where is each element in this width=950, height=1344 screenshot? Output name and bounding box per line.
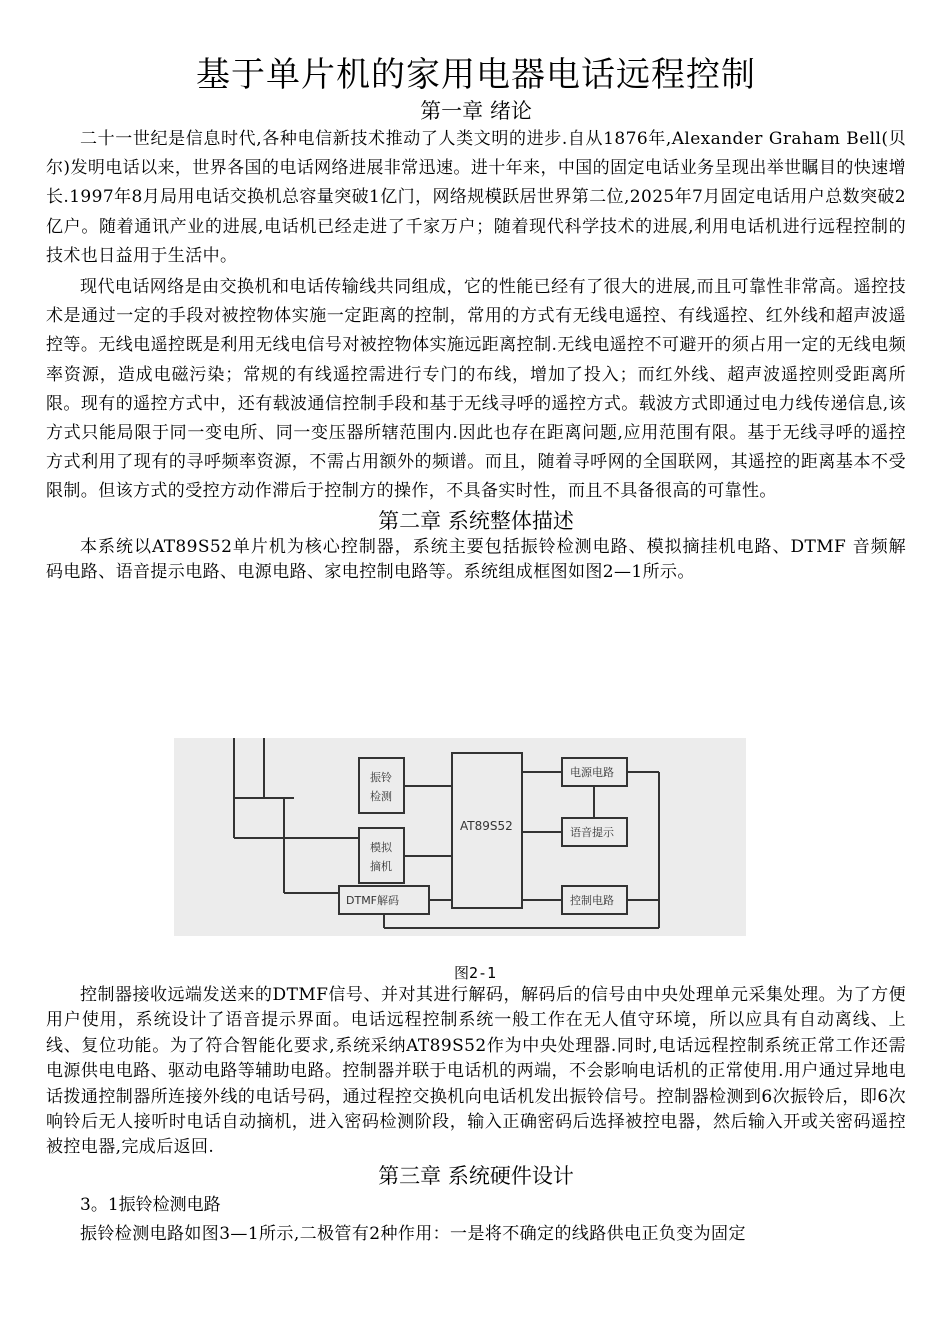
paragraph-remote-control: 现代电话网络是由交换机和电话传输线共同组成，它的性能已经有了很大的进展,而且可靠性非常高。遥控技术是通过一定的手段对被控物体实施一定距离的控制，常用的方式有无线电遥控、有线遥控、红外线和超声波遥控等。无线电遥控既是利用无线电信号对被控物体实施远距离控制.无线电遥控不可避开的须占用一定的无线电频率资源，造成电磁污染；常规的有线遥控需进行专门的布线，增加了投入；而红外线、超声波遥控则受距离所限。现有的遥控方式中，还有载波通信控制手段和基于无线寻呼的遥控方式。载波方式即通过电力线传递信息,该方式只能局限于同一变电所、同一变压器所辖范围内.因此也存在距离问题,应用范围有限。基于无线寻呼的遥控方式利用了现有的寻呼频率资源，不需占用额外的频谱。而且，随着寻呼网的全国联网，其遥控的距离基本不受限制。但该方式的受控方动作滞后于控制方的操作，不具备实时性，而且不具备很高的可靠性。: [46, 277, 906, 502]
label-dtmf: DTMF解码: [346, 894, 400, 907]
label-ring-l1: 振铃: [370, 771, 392, 784]
block-diagram-figure: [174, 738, 746, 936]
paragraph-ring-detect: 振铃检测电路如图3—1所示,二极管有2种作用：一是将不确定的线路供电正负变为固定: [80, 1223, 746, 1244]
document-page: [46, 0, 906, 585]
chapter-1-heading: 第一章 绪论: [420, 99, 532, 123]
box-ring-detect: [359, 758, 404, 813]
figure-caption: 图2-1: [453, 964, 497, 982]
document-title: 基于单片机的家用电器电话远程控制: [196, 55, 756, 95]
document-page-lower: [46, 983, 906, 1249]
chapter-2-heading: 第二章 系统整体描述: [378, 508, 574, 533]
chapter-3-heading: 第三章 系统硬件设计: [378, 1163, 574, 1188]
paragraph-controller: 控制器接收远端发送来的DTMF信号、并对其进行解码，解码后的信号由中央处理单元采集处理。为了方便用户使用，系统设计了语音提示界面。电话远程控制系统一般工作在无人值守环境，所以应具有自动离线、上线、复位功能。为了符合智能化要求,系统采纳AT89S52作为中央处理器.同时,电话远程控制系统正常工作还需电源供电电路、驱动电路等辅助电路。控制器并联于电话机的两端，不会影响电话机的正常使用.用户通过异地电话拨通控制器所连接外线的电话号码，通过程控交换机向电话机发出振铃信号。控制器检测到6次振铃后，即6次响铃后无人接听时电话自动摘机，进入密码检测阶段，输入正确密码后选择被控电器，然后输入开或关密码遥控被控电器,完成后返回.: [46, 985, 906, 1158]
label-ring-l2: 检测: [370, 790, 392, 803]
label-power: 电源电路: [570, 766, 614, 779]
label-hook-l2: 摘机: [370, 860, 392, 873]
label-voice: 语音提示: [570, 826, 614, 839]
box-hook: [359, 828, 404, 883]
paragraph-system-overview: 本系统以AT89S52单片机为核心控制器，系统主要包括振铃检测电路、模拟摘挂机电路、DTMF 音频解 码电路、语音提示电路、电源电路、家电控制电路等。系统组成框图如图2—1所示。: [46, 536, 906, 583]
label-hook-l1: 模拟: [370, 841, 392, 854]
section-3-1-heading: 3。1振铃检测电路: [80, 1194, 221, 1215]
label-control: 控制电路: [570, 894, 614, 907]
label-mcu: AT89S52: [460, 819, 513, 833]
block-diagram: [174, 738, 746, 936]
paragraph-intro: 二十一世纪是信息时代,各种电信新技术推动了人类文明的进步.自从1876年,Alexander Graham Bell(贝尔)发明电话以来，世界各国的电话网络进展非常迅速。进十年来，中国的固定电话业务呈现出举世瞩目的快速增长.1997年8月局用电话交换机总容量突破1亿门，网络规模跃居世界第二位,2025年7月固定电话用户总数突破2亿户。随着通讯产业的进展,电话机已经走进了千家万户；随着现代科学技术的进展,利用电话机进行远程控制的技术也日益用于生活中。: [46, 129, 906, 266]
